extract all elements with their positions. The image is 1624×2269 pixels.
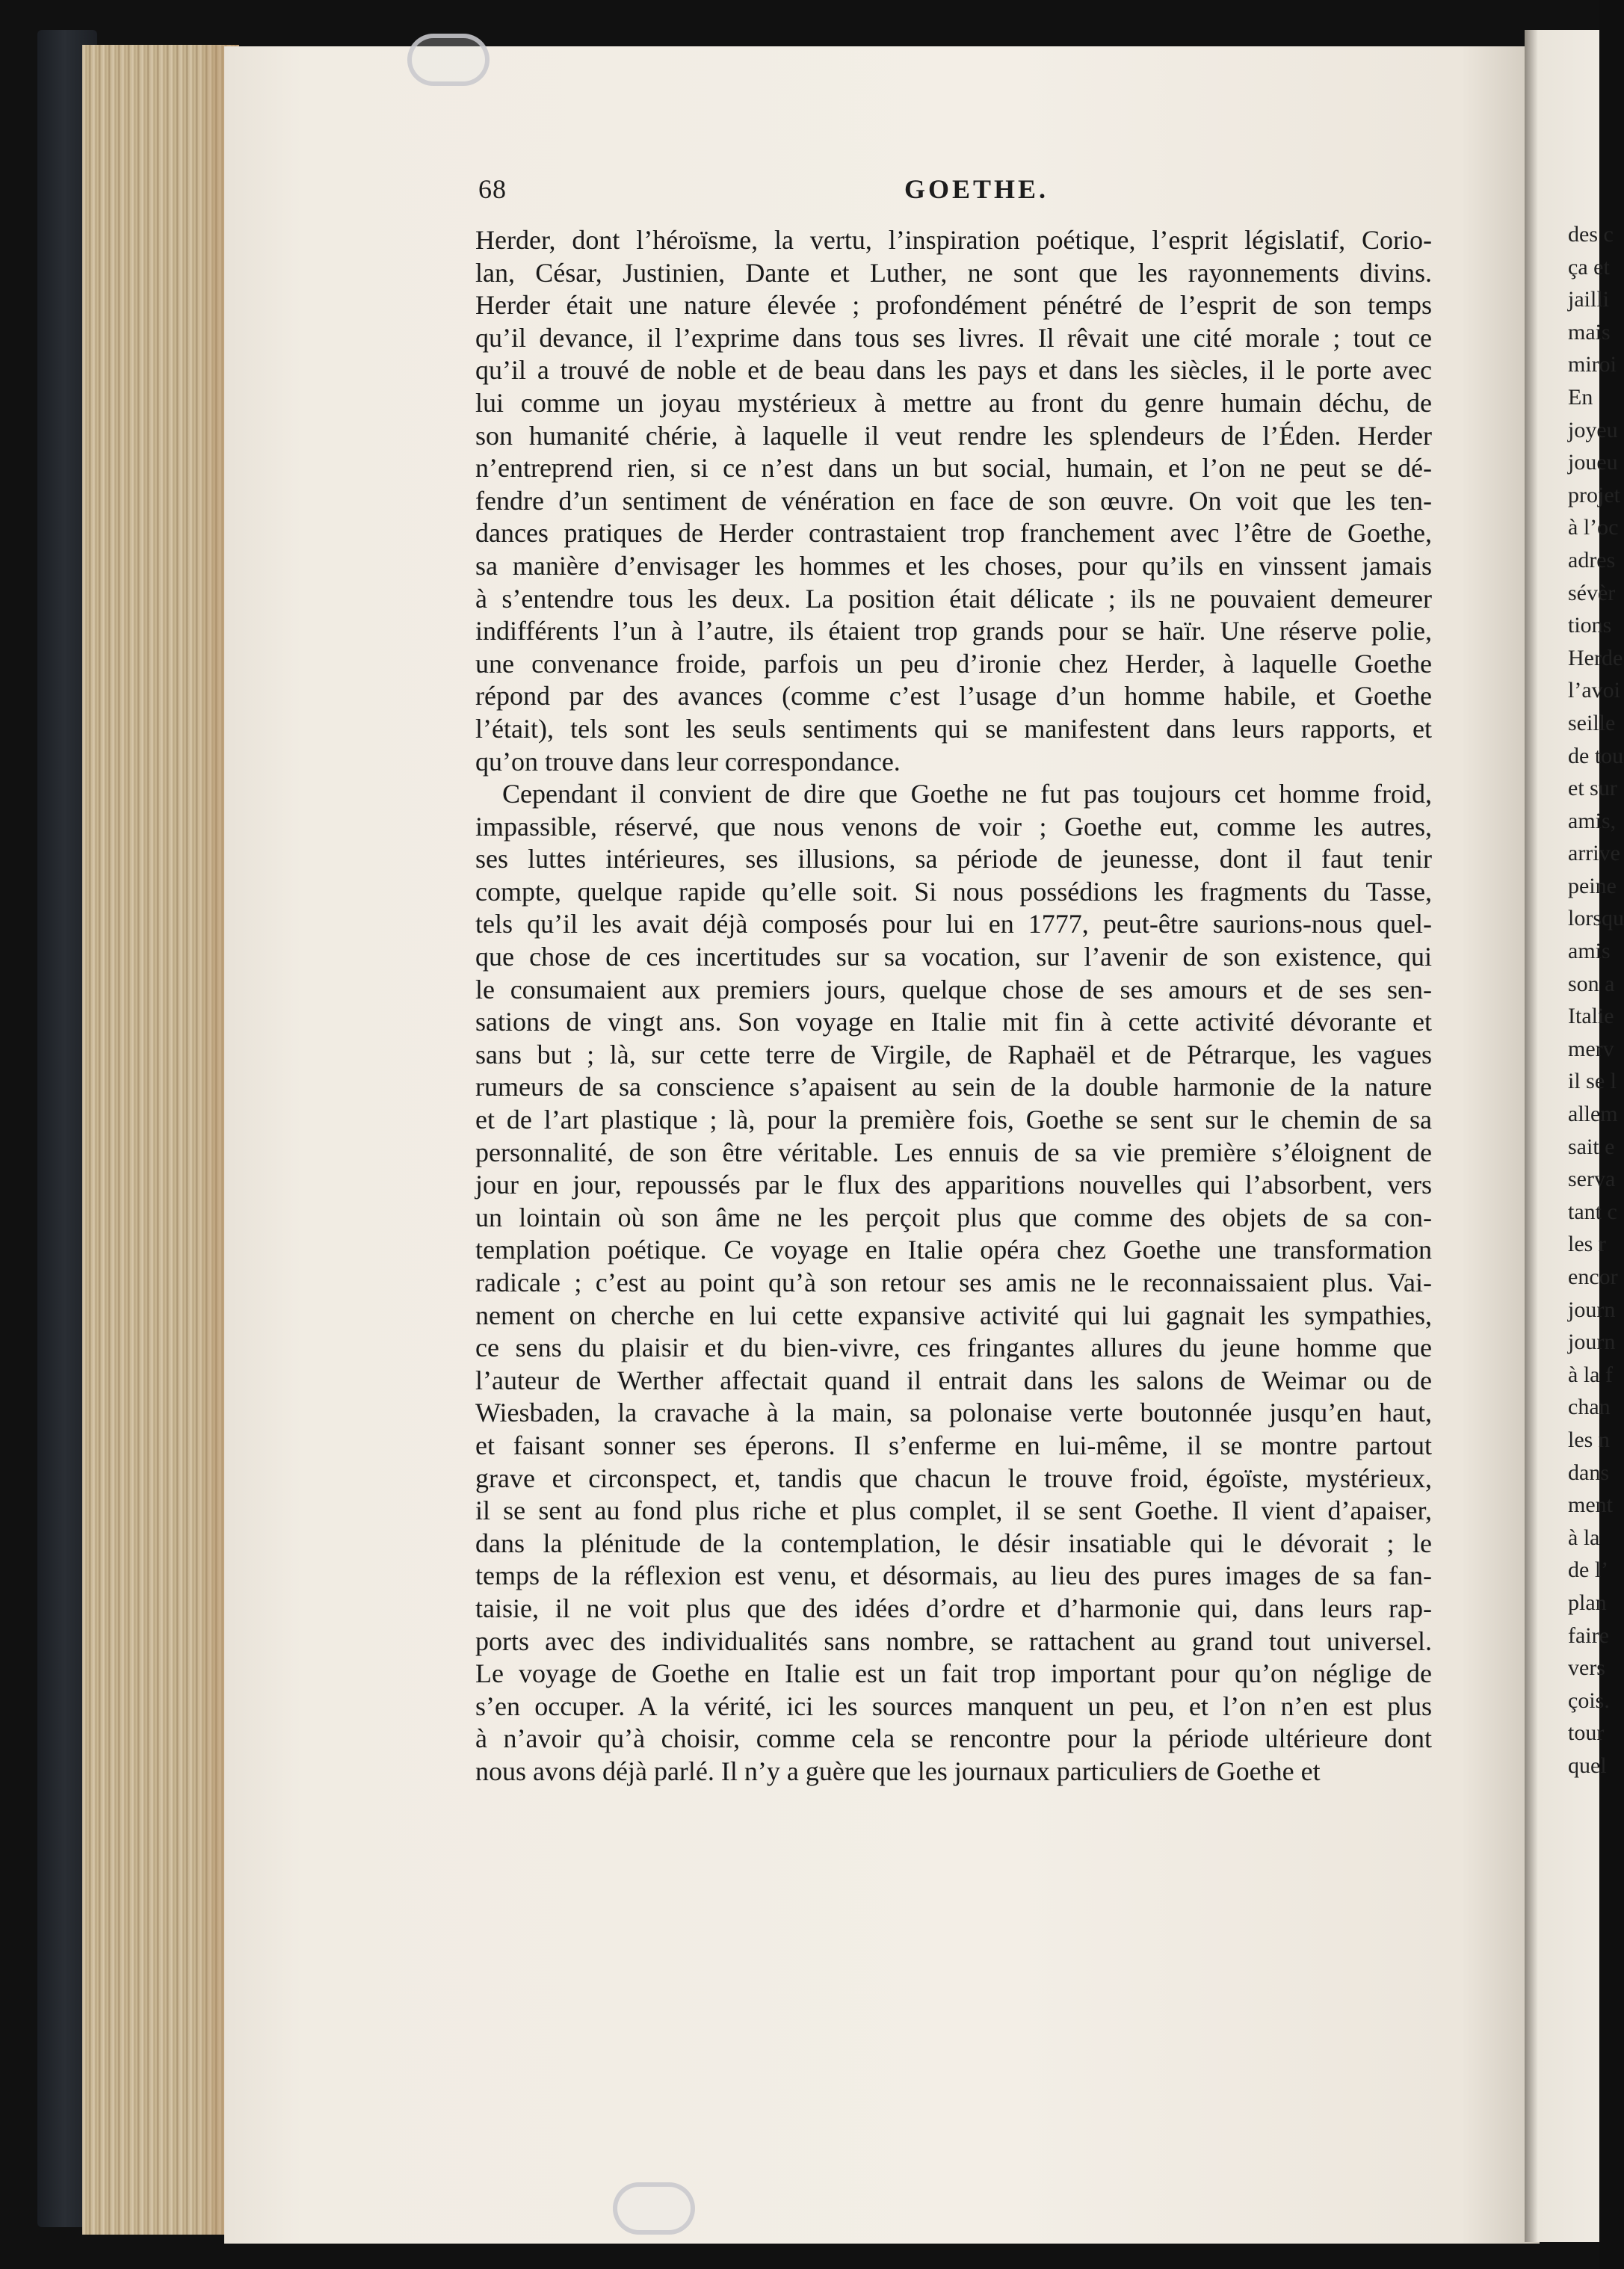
running-title: GOETHE. [904, 174, 1049, 204]
text-line: nement on cherche en lui cette expansive activité qui lui gagnait les sympathies, [475, 1300, 1432, 1330]
text-line: Herder était une nature élevée ; profondément pénétré de l’esprit de son temps [475, 290, 1432, 321]
body-text [475, 224, 1432, 1788]
right-page-fragment: tour [1568, 1720, 1605, 1746]
right-page-fragment: les n [1568, 1427, 1610, 1452]
text-line: personnalité, de son être véritable. Les ennuis de sa vie première s’éloignent de [475, 1137, 1432, 1167]
text-line: le consumaient aux premiers jours, quelque chose de ses amours et de ses sen- [475, 974, 1432, 1004]
text-line: dans la plénitude de la contemplation, le désir insatiable qui le dévorait ; le [475, 1528, 1432, 1558]
right-page-fragment: plan [1568, 1590, 1607, 1615]
right-page-fragment: à l’oc [1568, 515, 1619, 540]
right-page-fragment: vers [1568, 1655, 1605, 1681]
right-page-fragment: à la f [1568, 1362, 1613, 1387]
right-page-fragment: çois. [1568, 1688, 1610, 1713]
text-line: compte, quelque rapide qu’elle soit. Si nous possédions les fragments du Tasse, [475, 876, 1432, 907]
text-line: lan, César, Justinien, Dante et Luther, ne sont que les rayonnements divins. [475, 257, 1432, 288]
right-page-fragment: sait e [1568, 1134, 1615, 1159]
text-line: sans but ; là, sur cette terre de Virgile, de Raphaël et de Pétrarque, les vagues [475, 1039, 1432, 1069]
right-page-fragment: ça et [1568, 254, 1610, 280]
right-page-fragment: quel [1568, 1753, 1607, 1778]
right-page-fragment: tions [1568, 613, 1612, 638]
text-line: radicale ; c’est au point qu’à son retour ses amis ne le reconnaissaient plus. Vai- [475, 1268, 1432, 1297]
right-page-fragment: adres [1568, 547, 1616, 572]
text-line: nous avons déjà parlé. Il n’y a guère que les journaux particuliers de Goethe et [475, 1756, 1321, 1786]
text-line: Le voyage de Goethe en Italie est un fait trop important pour qu’on néglige de [475, 1658, 1432, 1689]
right-page-fragment: serva [1568, 1167, 1616, 1192]
text-line: à n’avoir qu’à choisir, comme cela se rencontre pour la période ultérieure dont [475, 1723, 1432, 1754]
text-line: sa manière d’envisager les hommes et les choses, pour qu’ils en vinssent jamais [475, 550, 1432, 581]
right-page-fragment: amis, [1568, 808, 1617, 833]
text-line: taisie, il ne voit plus que des idées d’ordre et d’harmonie qui, dans leurs rap- [475, 1593, 1432, 1623]
right-page-fragment: lorsqu [1568, 906, 1624, 931]
right-page-fragment: journ [1568, 1330, 1616, 1355]
text-line: l’auteur de Werther affectait quand il entrait dans les salons de Weimar ou de [475, 1365, 1432, 1395]
text-line: s’en occuper. A la vérité, ici les sources manquent un peu, et l’on n’en est plus [475, 1691, 1432, 1721]
right-page-fragment: allem [1568, 1102, 1618, 1127]
text-line: n’entreprend rien, si ce n’est dans un but social, humain, et l’on ne peut se dé- [475, 453, 1432, 484]
right-page-fragment: Italie [1568, 1004, 1614, 1029]
text-line: tels qu’il les avait déjà composés pour lui en 1777, peut-être saurions-nous quel- [475, 909, 1432, 939]
right-page-fragment: seille [1568, 710, 1616, 735]
text-line: sations de vingt ans. Son voyage en Italie mit fin à cette activité dévorante et [475, 1007, 1432, 1037]
text-line: ce sens du plaisir et du bien-vivre, ces fringantes allures du jeune homme que [475, 1333, 1432, 1363]
right-page-fragment: faire [1568, 1623, 1609, 1648]
text-line: Cependant il convient de dire que Goethe ne fut pas toujours cet homme froid, [502, 779, 1432, 809]
right-page-fragment: journ [1568, 1297, 1616, 1322]
text-line: l’était), tels sont les seuls sentiments qui se manifestent dans leurs rapports, et [475, 713, 1432, 744]
page-block-edge [82, 45, 239, 2235]
text-line: son humanité chérie, à laquelle il veut rendre les splendeurs de l’Éden. Herder [475, 420, 1432, 451]
right-page-fragment: projet [1568, 482, 1620, 507]
right-page-fragment: des c [1568, 222, 1614, 247]
right-page-fragment: ment [1568, 1492, 1613, 1518]
text-line: grave et circonspect, et, tandis que chacun le trouve froid, égoïste, mystérieux, [475, 1463, 1432, 1493]
right-page-fragment: dans [1568, 1460, 1609, 1485]
right-page-fragment: Herde [1568, 645, 1623, 670]
text-line: templation poétique. Ce voyage en Italie opéra chez Goethe une transformation [475, 1235, 1432, 1265]
text-line: rumeurs de sa conscience s’apaisent au sein de la double harmonie de la nature [475, 1072, 1432, 1102]
right-page-text-fragments [1568, 218, 1624, 1782]
text-line: impassible, réservé, que nous venons de voir ; Goethe eut, comme les autres, [475, 811, 1432, 842]
text-line: ses luttes intérieures, ses illusions, sa période de jeunesse, dont il faut tenir [475, 844, 1432, 874]
text-line: ports avec des individualités sans nombre, se rattachent au grand tout universel. [475, 1626, 1432, 1656]
right-page-fragment: mais [1568, 319, 1611, 345]
text-line: un lointain où son âme ne les perçoit plus que comme des objets de sa con- [475, 1202, 1432, 1232]
right-page-fragment: chan [1568, 1395, 1611, 1420]
text-line: et faisant sonner ses éperons. Il s’enferme en lui-même, il se montre partout [475, 1430, 1432, 1460]
page-clip-bottom [613, 2182, 695, 2235]
text-line: Herder, dont l’héroïsme, la vertu, l’inspiration poétique, l’esprit législatif, Corio- [475, 225, 1432, 255]
right-page-fragment: il se l [1568, 1069, 1617, 1094]
right-page-fragment: joyeu [1568, 417, 1618, 442]
right-page-fragment: miroi [1568, 352, 1617, 377]
page-clip-top [407, 34, 490, 86]
right-page-fragment: joueu [1568, 450, 1618, 475]
right-page-fragment: tant c [1568, 1199, 1617, 1224]
text-line: et de l’art plastique ; là, pour la première fois, Goethe se sent sur le chemin de sa [475, 1105, 1432, 1135]
text-line: il se sent au fond plus riche et plus complet, il se sent Goethe. Il vient d’apaiser, [475, 1495, 1432, 1526]
right-page-fragment: de l’ [1568, 1558, 1609, 1583]
right-page-fragment: et sur [1568, 776, 1617, 801]
text-line: qu’il a trouvé de noble et de beau dans les pays et dans les siècles, il le porte avec [475, 355, 1432, 386]
text-line: qu’il devance, il l’exprime dans tous ses livres. Il rêvait une cité morale ; tout ce [475, 322, 1432, 353]
right-page-fragment: à la [1568, 1525, 1600, 1550]
text-line: dances pratiques de Herder contrastaient trop franchement avec l’être de Goethe, [475, 518, 1432, 549]
text-line: indifférents l’un à l’autre, ils étaient trop grands pour se haïr. Une réserve polie, [475, 616, 1432, 646]
text-line: fendre d’un sentiment de vénération en face de son œuvre. On voit que les ten- [475, 485, 1432, 516]
text-line: jour en jour, repoussés par le flux des apparitions nouvelles qui l’absorbent, vers [475, 1170, 1432, 1200]
text-line: que chose de ces incertitudes sur sa vocation, sur l’avenir de son existence, qui [475, 942, 1432, 972]
right-page-fragment: merv [1568, 1036, 1614, 1061]
text-line: lui comme un joyau mystérieux à mettre au front du genre humain déchu, de [475, 387, 1432, 418]
right-page-fragment: En [1568, 384, 1593, 410]
text-line: Wiesbaden, la cravache à la main, sa polonaise verte boutonnée jusqu’en haut, [475, 1398, 1432, 1428]
right-page-fragment: son a [1568, 971, 1615, 996]
right-page-fragment: encor [1568, 1265, 1618, 1289]
text-line: une convenance froide, parfois un peu d’ironie chez Herder, à laquelle Goethe [475, 648, 1432, 679]
right-page-fragment: de tou [1568, 743, 1624, 768]
right-page-fragment: peine [1568, 873, 1617, 898]
text-line: répond par des avances (comme c’est l’usage d’un homme habile, et Goethe [475, 681, 1432, 711]
right-page-fragment: amis [1568, 939, 1611, 964]
page-number: 68 [478, 174, 507, 204]
text-line: à s’entendre tous les deux. La position était délicate ; ils ne pouvaient demeurer [475, 583, 1432, 614]
right-page-fragment: l’avoi [1568, 678, 1620, 703]
right-page-fragment: jailli [1568, 287, 1609, 312]
text-line: qu’on trouve dans leur correspondance. [475, 746, 901, 777]
text-line: temps de la réflexion est venu, et désormais, au lieu des pures images de sa fan- [475, 1560, 1432, 1591]
right-page-fragment: arrive [1568, 841, 1620, 866]
right-page-fragment: les r [1568, 1232, 1606, 1257]
right-page-fragment: sévèr [1568, 580, 1616, 605]
